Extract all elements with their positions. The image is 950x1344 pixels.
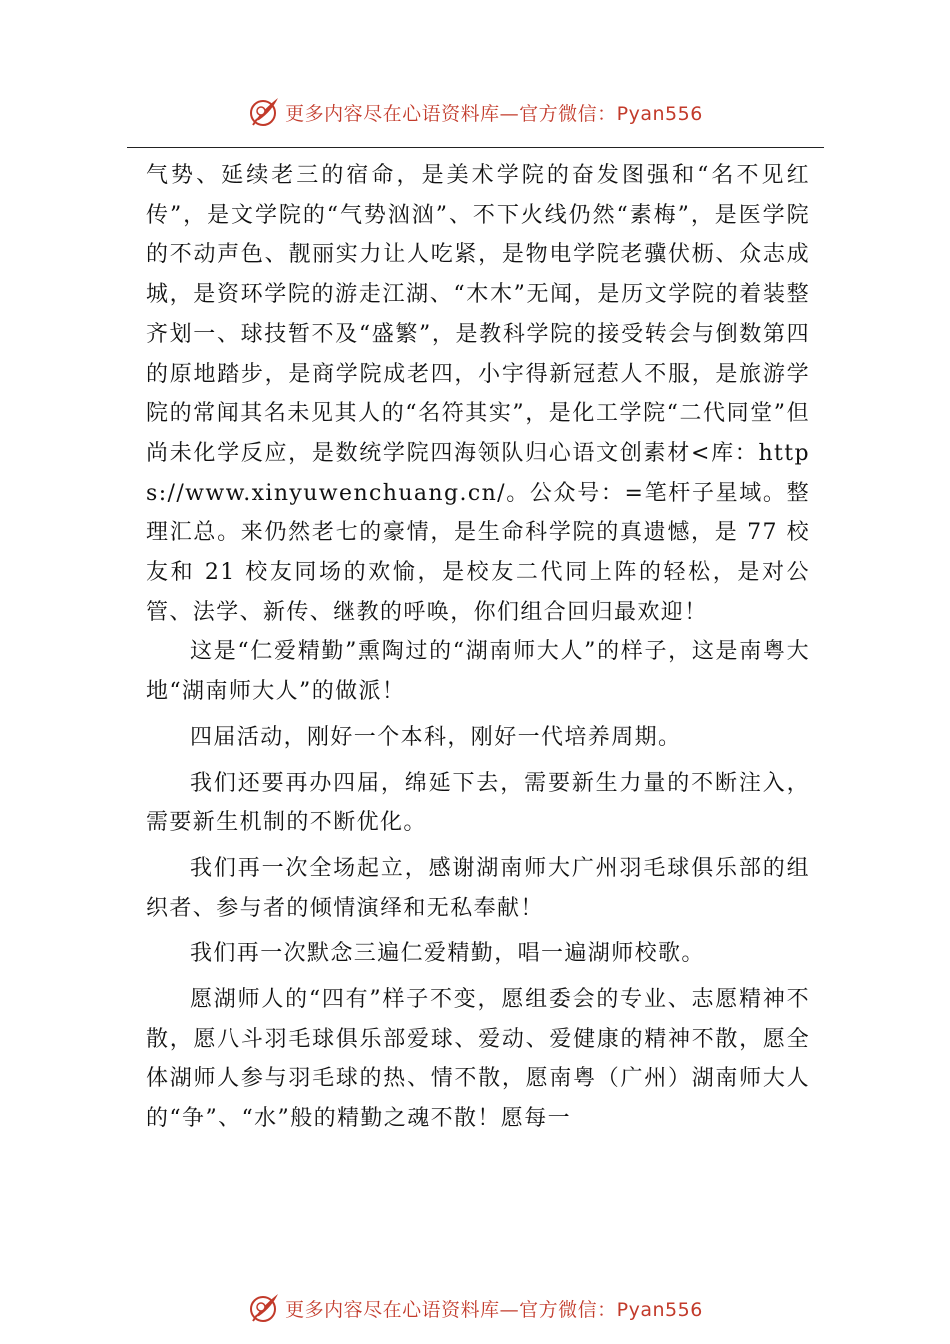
paragraph: 我们再一次默念三遍仁爱精勤，唱一遍湖师校歌。: [190, 941, 705, 967]
header-brand-text: 更多内容尽在心语资料库—官方微信：Pyan556: [285, 102, 703, 125]
quill-logo-icon: [247, 1291, 281, 1325]
footer-brand: [0, 1288, 950, 1328]
paragraph: 四届活动，刚好一个本科，刚好一代培养周期。: [190, 724, 682, 750]
footer-brand-text: 更多内容尽在心语资料库—官方微信：Pyan556: [285, 1298, 703, 1321]
document-body: [146, 156, 810, 1139]
paragraph: 我们还要再办四届，绵延下去，需要新生力量的不断注入，需要新生机制的不断优化。: [146, 770, 810, 836]
paragraph: 我们再一次全场起立，感谢湖南师大广州羽毛球俱乐部的组织者、参与者的倾情演绎和无私奉献！: [146, 855, 810, 921]
paragraph: 这是“仁爱精勤”熏陶过的“湖南师大人”的样子，这是南粤大地“湖南师大人”的做派！: [146, 639, 810, 705]
header-wechat-id: Pyan556: [616, 102, 703, 125]
paragraph: 愿湖师人的“四有”样子不变，愿组委会的专业、志愿精神不散，愿八斗羽毛球俱乐部爱球、爱动、爱健康的精神不散，愿全体湖师人参与羽毛球的热、情不散，愿南粤（广州）湖南师大人的“争”、“水”般的精勤之魂不散！愿每一: [146, 987, 810, 1132]
header-brand: [0, 92, 950, 132]
quill-logo-icon: [247, 95, 281, 129]
footer-wechat-id: Pyan556: [616, 1298, 703, 1321]
paragraph: 气势、延续老三的宿命，是美术学院的奋发图强和“名不见红传”，是文学院的“气势汹汹”、不下火线仍然“素梅”，是医学院的不动声色、靓丽实力让人吃紧，是物电学院老骥伏枥、众志成城，是资环学院的游走江湖、“木木”无闻，是历文学院的着装整齐划一、球技暂不及“盛繁”，是教科学院的接受转会与倒数第四的原地踏步，是商学院成老四，小宇得新冠惹人不服，是旅游学院的常闻其名未见其人的“名符其实”，是化工学院“二代同堂”但尚未化学反应，是数统学院四海领队归心语文创素材<库：https://www.xinyuwenchuang.cn/。公众号：=笔杆子星域。整理汇总。来仍然老七的豪情，是生命科学院的真遗憾，是 77 校友和 21 校友同场的欢愉，是校友二代同上阵的轻松，是对公管、法学、新传、继教的呼唤，你们组合回归最欢迎！: [146, 163, 810, 625]
header-divider: [127, 147, 824, 148]
